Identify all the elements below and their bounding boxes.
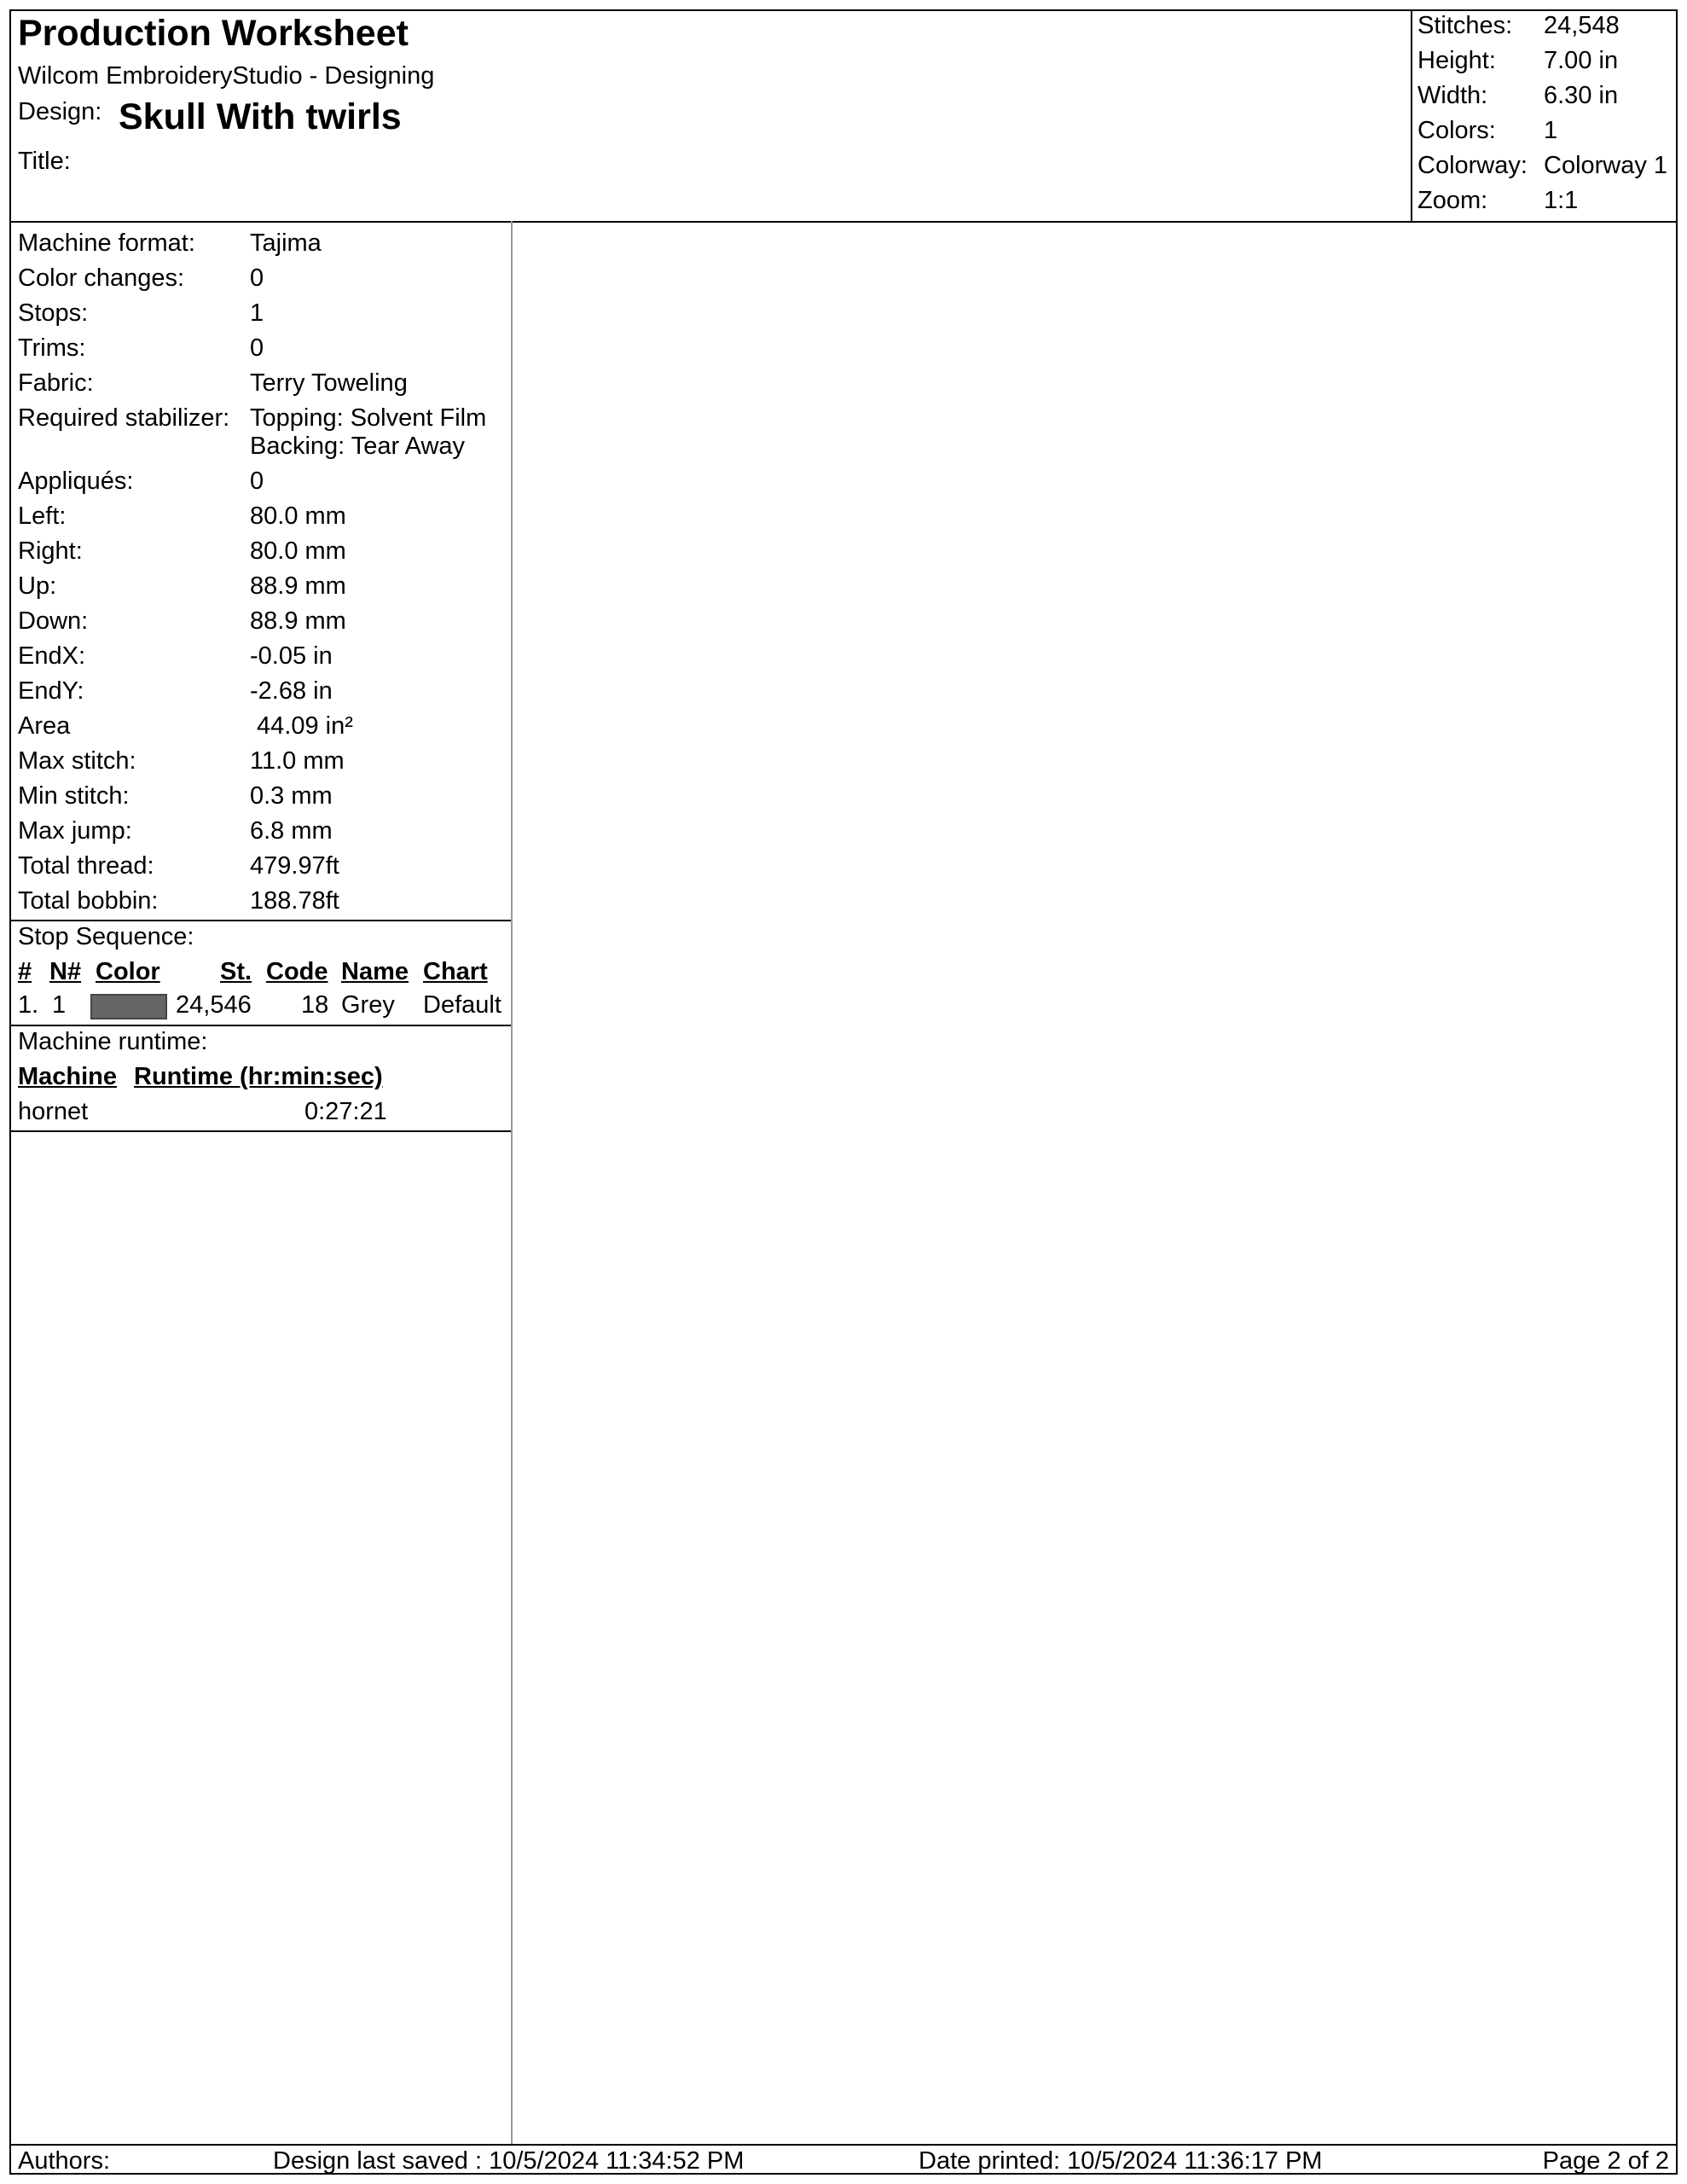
prop-label: Total thread: [18, 852, 154, 880]
col-header-number: # [18, 958, 32, 985]
runtime-row-machine: hornet [18, 1098, 89, 1125]
stop-sequence-title: Stop Sequence: [18, 923, 194, 950]
stop-row-number: 1. [18, 991, 39, 1019]
prop-label: Color changes: [18, 264, 185, 292]
title-block [18, 11, 1408, 221]
height-value: 7.00 in [1544, 47, 1619, 74]
design-name: Skull With twirls [119, 96, 402, 137]
prop-value: 80.0 mm [250, 537, 346, 565]
prop-value: 1 [250, 299, 264, 327]
col-header-stitches: St. [220, 958, 252, 985]
prop-value: 479.97ft [250, 852, 339, 880]
prop-label: Stops: [18, 299, 89, 327]
footer-authors: Authors: [18, 2147, 110, 2175]
prop-label: Down: [18, 607, 89, 635]
prop-label: Max jump: [18, 817, 132, 845]
runtime-row-value: 0:27:21 [304, 1098, 387, 1125]
width-value: 6.30 in [1544, 82, 1619, 109]
height-label: Height: [1417, 47, 1496, 74]
worksheet-footer [11, 2144, 1676, 2175]
colorway-value: Colorway 1 [1544, 152, 1668, 179]
prop-label: Fabric: [18, 369, 94, 397]
prop-value: 0.3 mm [250, 782, 333, 810]
colors-value: 1 [1544, 117, 1558, 144]
prop-label: Up: [18, 572, 57, 600]
footer-date-printed: Date printed: 10/5/2024 11:36:17 PM [919, 2147, 1323, 2175]
prop-label: EndX: [18, 642, 85, 670]
prop-value: 88.9 mm [250, 572, 346, 600]
prop-value: 6.8 mm [250, 817, 333, 845]
stop-row-needle: 1 [52, 991, 67, 1019]
page-title: Production Worksheet [18, 13, 409, 54]
footer-last-saved: Design last saved : 10/5/2024 11:34:52 PM [273, 2147, 745, 2175]
colors-label: Colors: [1417, 117, 1496, 144]
stop-row-code: 18 [301, 991, 329, 1019]
stitches-label: Stitches: [1417, 12, 1513, 39]
col-header-runtime: Runtime (hr:min:sec) [134, 1063, 383, 1090]
stop-row-chart: Default [423, 991, 501, 1019]
software-name: Wilcom EmbroideryStudio - Designing [18, 62, 435, 90]
production-worksheet [9, 9, 1678, 2175]
prop-value: 11.0 mm [250, 747, 345, 775]
section-divider [11, 1130, 511, 1132]
prop-label: Max stitch: [18, 747, 136, 775]
properties-column [11, 221, 513, 2144]
prop-label: Required stabilizer: [18, 404, 230, 432]
prop-label: Machine format: [18, 229, 195, 257]
prop-value: Topping: Solvent Film [250, 404, 487, 432]
machine-runtime-title: Machine runtime: [18, 1028, 208, 1055]
stitches-value: 24,548 [1544, 12, 1620, 39]
title-label: Title: [18, 148, 71, 175]
design-label: Design: [18, 98, 102, 125]
prop-value: 44.09 in² [250, 712, 353, 740]
prop-value: Terry Toweling [250, 369, 408, 397]
col-header-color: Color [96, 958, 160, 985]
prop-label: Left: [18, 502, 67, 530]
section-divider [11, 1025, 511, 1026]
prop-value: -0.05 in [250, 642, 333, 670]
colorway-label: Colorway: [1417, 152, 1528, 179]
prop-label: Appliqués: [18, 468, 134, 495]
prop-value: 0 [250, 334, 264, 362]
prop-label: Total bobbin: [18, 887, 159, 915]
prop-value: -2.68 in [250, 677, 333, 705]
prop-value: 0 [250, 264, 264, 292]
worksheet-header [11, 11, 1676, 223]
zoom-value: 1:1 [1544, 187, 1579, 214]
col-header-machine: Machine [18, 1063, 118, 1090]
stop-row-stitches: 24,546 [176, 991, 252, 1019]
col-header-chart: Chart [423, 958, 488, 985]
section-divider [11, 920, 511, 921]
col-header-needle: N# [49, 958, 82, 985]
prop-value: 80.0 mm [250, 502, 346, 530]
footer-page-number: Page 2 of 2 [1542, 2147, 1669, 2175]
thread-color-swatch [90, 994, 167, 1019]
stop-row-name: Grey [341, 991, 395, 1019]
prop-value: 88.9 mm [250, 607, 346, 635]
prop-label: Min stitch: [18, 782, 130, 810]
col-header-code: Code [266, 958, 328, 985]
prop-value: Tajima [250, 229, 322, 257]
prop-value: 0 [250, 468, 264, 495]
prop-label: EndY: [18, 677, 84, 705]
design-summary [1411, 11, 1678, 221]
zoom-label: Zoom: [1417, 187, 1488, 214]
width-label: Width: [1417, 82, 1488, 109]
prop-label: Trims: [18, 334, 86, 362]
prop-label: Area [18, 712, 71, 740]
prop-value-2: Backing: Tear Away [250, 433, 466, 460]
prop-label: Right: [18, 537, 83, 565]
prop-value: 188.78ft [250, 887, 339, 915]
col-header-name: Name [341, 958, 409, 985]
